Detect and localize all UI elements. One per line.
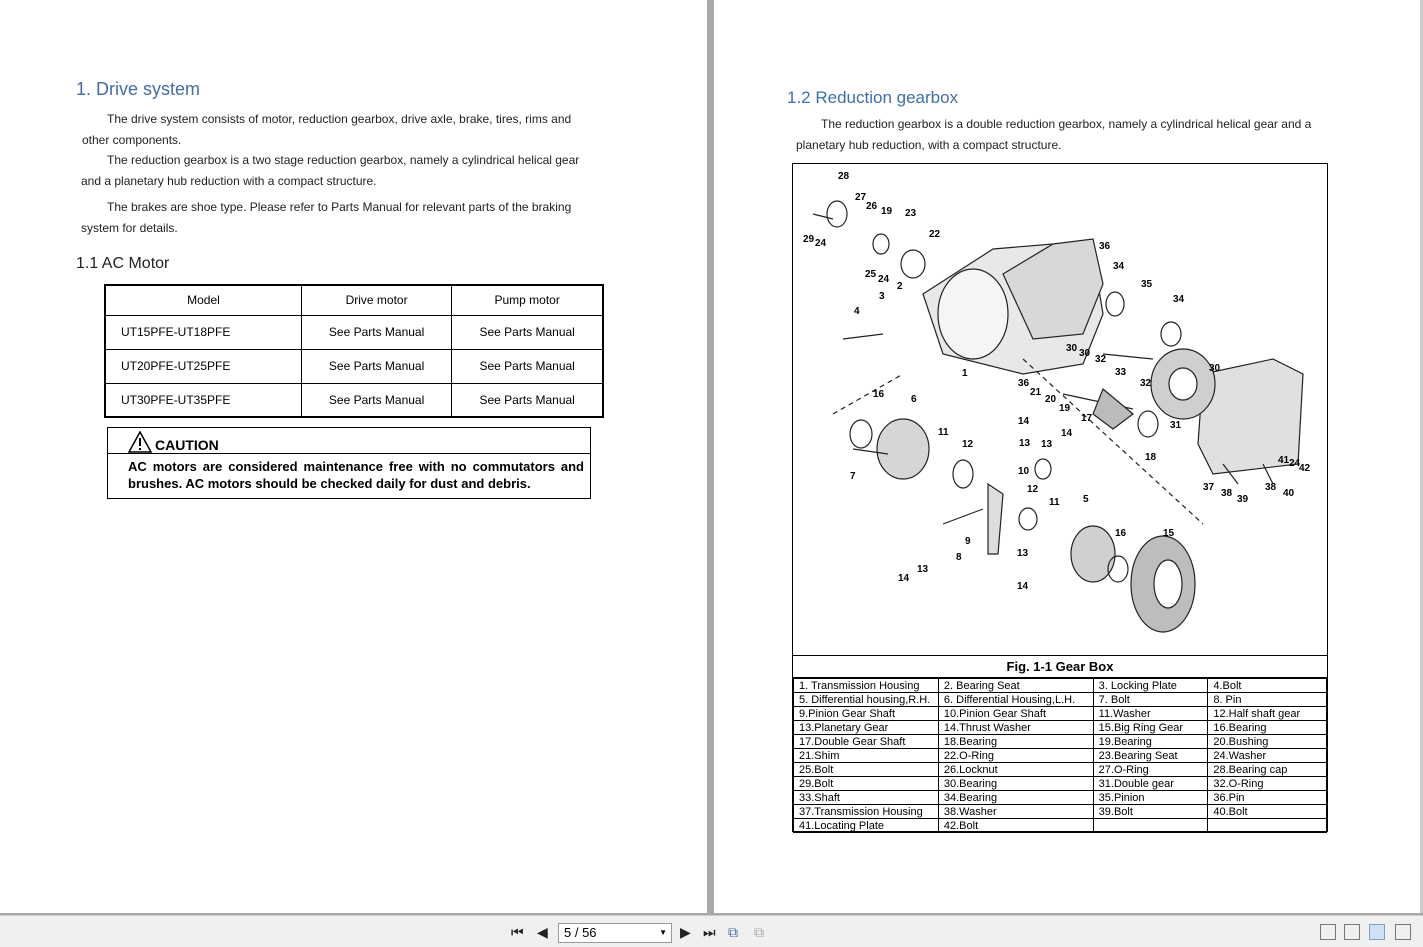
part-cell: 6. Differential Housing,L.H. bbox=[938, 693, 1093, 707]
cell: UT15PFE-UT18PFE bbox=[105, 315, 301, 349]
header-cell: Pump motor bbox=[452, 285, 603, 315]
part-cell: 23.Bearing Seat bbox=[1093, 749, 1208, 763]
cell: See Parts Manual bbox=[452, 349, 603, 383]
callout-number: 24 bbox=[878, 274, 890, 285]
section-heading: 1. Drive system bbox=[76, 79, 201, 99]
callout-number: 11 bbox=[1049, 497, 1060, 508]
next-page-button[interactable]: ▶ bbox=[680, 924, 691, 940]
part-cell: 12.Half shaft gear bbox=[1208, 707, 1327, 721]
part-cell: 26.Locknut bbox=[938, 763, 1093, 777]
table-row bbox=[794, 735, 1327, 749]
callout-number: 23 bbox=[905, 208, 917, 219]
callout-number: 14 bbox=[1017, 581, 1029, 592]
part-cell: 10.Pinion Gear Shaft bbox=[938, 707, 1093, 721]
single-page-view-icon[interactable] bbox=[1320, 924, 1336, 940]
part-cell: 14.Thrust Washer bbox=[938, 721, 1093, 735]
paragraph: The brakes are shoe type. Please refer to Parts Manual for relevant parts of the braking bbox=[107, 200, 572, 214]
callout-number: 12 bbox=[962, 439, 974, 450]
part-cell: 1. Transmission Housing bbox=[794, 679, 939, 693]
first-page-button[interactable]: ⏮ bbox=[511, 924, 524, 940]
callout-number: 17 bbox=[1081, 413, 1093, 424]
part-cell: 32.O-Ring bbox=[1208, 777, 1327, 791]
part-cell: 33.Shaft bbox=[794, 791, 939, 805]
callout-number: 10 bbox=[1018, 466, 1030, 477]
callout-number: 32 bbox=[1095, 354, 1107, 365]
figure-caption: Fig. 1-1 Gear Box bbox=[793, 656, 1327, 678]
callout-number: 16 bbox=[1115, 528, 1127, 539]
part-cell: 3. Locking Plate bbox=[1093, 679, 1208, 693]
callout-number: 22 bbox=[929, 229, 941, 240]
part-cell: 31.Double gear bbox=[1093, 777, 1208, 791]
section-heading: 1.2 Reduction gearbox bbox=[787, 88, 959, 107]
callout-number: 36 bbox=[1099, 241, 1111, 252]
part-cell: 20.Bushing bbox=[1208, 735, 1327, 749]
table-row bbox=[105, 383, 603, 417]
callout-number: 32 bbox=[1140, 378, 1152, 389]
page-number-value: 5 / 56 bbox=[564, 925, 597, 940]
callout-number: 30 bbox=[1066, 343, 1078, 354]
table-row bbox=[794, 819, 1327, 833]
subsection-heading: 1.1 AC Motor bbox=[76, 255, 170, 272]
part-cell: 22.O-Ring bbox=[938, 749, 1093, 763]
part-cell: 17.Double Gear Shaft bbox=[794, 735, 939, 749]
table-row bbox=[794, 693, 1327, 707]
callout-number: 13 bbox=[917, 564, 929, 575]
callout-number: 1 bbox=[962, 368, 968, 379]
callout-number: 39 bbox=[1237, 494, 1249, 505]
callout-number: 13 bbox=[1019, 438, 1031, 449]
part-cell: 2. Bearing Seat bbox=[938, 679, 1093, 693]
part-cell: 36.Pin bbox=[1208, 791, 1327, 805]
callout-number: 24 bbox=[1289, 458, 1301, 469]
callout-number: 19 bbox=[881, 206, 893, 217]
header-cell: Drive motor bbox=[301, 285, 451, 315]
right-page bbox=[714, 0, 1420, 913]
part-cell: 41.Locating Plate bbox=[794, 819, 939, 833]
part-cell: 39.Bolt bbox=[1093, 805, 1208, 819]
callout-number: 38 bbox=[1221, 488, 1233, 499]
callout-number: 38 bbox=[1265, 482, 1277, 493]
part-cell: 21.Shim bbox=[794, 749, 939, 763]
callout-number: 11 bbox=[938, 427, 949, 438]
gearbox-figure bbox=[792, 163, 1328, 832]
part-cell: 38.Washer bbox=[938, 805, 1093, 819]
go-forward-view-icon[interactable]: ⧉ bbox=[754, 924, 764, 940]
cell: See Parts Manual bbox=[452, 315, 603, 349]
gearbox-exploded-diagram bbox=[793, 164, 1327, 656]
callout-number: 31 bbox=[1170, 420, 1182, 431]
paragraph: The reduction gearbox is a double reduction gearbox, namely a cylindrical helical gear and a bbox=[821, 117, 1312, 131]
part-cell: 28.Bearing cap bbox=[1208, 763, 1327, 777]
table-row bbox=[105, 315, 603, 349]
viewer-toolbar bbox=[0, 915, 1423, 947]
callout-number: 33 bbox=[1115, 367, 1127, 378]
part-cell: 11.Washer bbox=[1093, 707, 1208, 721]
cell: UT30PFE-UT35PFE bbox=[105, 383, 301, 417]
part-cell: 18.Bearing bbox=[938, 735, 1093, 749]
warning-icon bbox=[128, 431, 152, 453]
callout-number: 37 bbox=[1203, 482, 1215, 493]
callout-number: 4 bbox=[854, 306, 860, 317]
callout-number: 14 bbox=[1061, 428, 1073, 439]
part-cell: 35.Pinion bbox=[1093, 791, 1208, 805]
callout-number: 18 bbox=[1145, 452, 1157, 463]
callout-number: 20 bbox=[1045, 394, 1057, 405]
part-cell: 40.Bolt bbox=[1208, 805, 1327, 819]
callout-number: 40 bbox=[1283, 488, 1295, 499]
part-cell: 24.Washer bbox=[1208, 749, 1327, 763]
paragraph: The drive system consists of motor, reduction gearbox, drive axle, brake, tires, rims and bbox=[107, 112, 572, 126]
callout-number: 21 bbox=[1030, 387, 1042, 398]
part-cell: 4.Bolt bbox=[1208, 679, 1327, 693]
callout-number: 9 bbox=[965, 536, 971, 547]
paragraph: planetary hub reduction, with a compact structure. bbox=[796, 138, 1062, 152]
paragraph: system for details. bbox=[81, 221, 178, 235]
table-row bbox=[794, 763, 1327, 777]
callout-number: 13 bbox=[1017, 548, 1029, 559]
callout-number: 35 bbox=[1141, 279, 1153, 290]
table-row bbox=[794, 749, 1327, 763]
previous-page-button[interactable]: ◀ bbox=[537, 924, 548, 940]
callout-number: 8 bbox=[956, 552, 962, 563]
part-cell: 42.Bolt bbox=[938, 819, 1093, 833]
paragraph: The reduction gearbox is a two stage reduction gearbox, namely a cylindrical helical gear bbox=[107, 153, 580, 167]
callout-number: 25 bbox=[865, 269, 877, 280]
callout-number: 41 bbox=[1278, 455, 1290, 466]
go-back-view-icon[interactable]: ⧉ bbox=[728, 924, 738, 940]
callout-number: 3 bbox=[879, 291, 885, 302]
table-row bbox=[794, 805, 1327, 819]
chevron-down-icon: ▼ bbox=[659, 928, 667, 937]
callout-number: 42 bbox=[1299, 463, 1311, 474]
part-cell: 9.Pinion Gear Shaft bbox=[794, 707, 939, 721]
header-cell: Model bbox=[105, 285, 301, 315]
callout-number: 16 bbox=[873, 389, 885, 400]
table-row bbox=[794, 791, 1327, 805]
callout-number: 26 bbox=[866, 201, 878, 212]
table-row bbox=[794, 679, 1327, 693]
caution-text: AC motors are considered maintenance free with no commutators and brushes. AC motors should be checked daily for dust and debris. bbox=[128, 459, 584, 491]
parts-table bbox=[793, 678, 1327, 833]
part-cell: 7. Bolt bbox=[1093, 693, 1208, 707]
part-cell: 34.Bearing bbox=[938, 791, 1093, 805]
part-cell: 19.Bearing bbox=[1093, 735, 1208, 749]
callout-number: 12 bbox=[1027, 484, 1039, 495]
continuous-view-icon[interactable] bbox=[1344, 924, 1360, 940]
part-cell: 13.Planetary Gear bbox=[794, 721, 939, 735]
part-cell: 25.Bolt bbox=[794, 763, 939, 777]
caution-box bbox=[107, 427, 591, 499]
motor-table bbox=[104, 284, 604, 418]
last-page-button[interactable]: ⏭ bbox=[703, 924, 716, 940]
paragraph: and a planetary hub reduction with a compact structure. bbox=[81, 174, 377, 188]
callout-number: 14 bbox=[1018, 416, 1030, 427]
two-page-view-icon[interactable] bbox=[1369, 924, 1385, 940]
table-row bbox=[105, 349, 603, 383]
part-cell: 16.Bearing bbox=[1208, 721, 1327, 735]
callout-number: 24 bbox=[815, 238, 827, 249]
cell: See Parts Manual bbox=[301, 383, 451, 417]
callout-number: 29 bbox=[803, 234, 815, 245]
part-cell bbox=[1208, 819, 1327, 833]
part-cell: 8. Pin bbox=[1208, 693, 1327, 707]
cell: See Parts Manual bbox=[301, 349, 451, 383]
table-row bbox=[794, 721, 1327, 735]
callout-number: 2 bbox=[897, 281, 903, 292]
callout-number: 19 bbox=[1059, 403, 1071, 414]
paragraph: other components. bbox=[82, 133, 182, 147]
part-cell bbox=[1093, 819, 1208, 833]
two-page-continuous-view-icon[interactable] bbox=[1395, 924, 1411, 940]
callout-number: 30 bbox=[1209, 363, 1221, 374]
cell: See Parts Manual bbox=[301, 315, 451, 349]
callout-number: 27 bbox=[855, 192, 867, 203]
table-row bbox=[794, 707, 1327, 721]
part-cell: 27.O-Ring bbox=[1093, 763, 1208, 777]
left-page bbox=[0, 0, 707, 913]
callout-number: 6 bbox=[911, 394, 917, 405]
callout-number: 7 bbox=[850, 471, 856, 482]
cell: See Parts Manual bbox=[452, 383, 603, 417]
table-header-row bbox=[105, 285, 603, 315]
callout-number: 34 bbox=[1173, 294, 1185, 305]
callout-number: 14 bbox=[898, 573, 910, 584]
callout-number: 5 bbox=[1083, 494, 1089, 505]
caution-title: CAUTION bbox=[155, 437, 219, 453]
callout-number: 34 bbox=[1113, 261, 1125, 272]
part-cell: 37.Transmission Housing bbox=[794, 805, 939, 819]
callout-number: 36 bbox=[1018, 378, 1030, 389]
cell: UT20PFE-UT25PFE bbox=[105, 349, 301, 383]
part-cell: 15.Big Ring Gear bbox=[1093, 721, 1208, 735]
callout-number: 13 bbox=[1041, 439, 1053, 450]
callout-number: 15 bbox=[1163, 528, 1175, 539]
part-cell: 30.Bearing bbox=[938, 777, 1093, 791]
gearbox-drawing bbox=[793, 164, 1327, 656]
callout-number: 30 bbox=[1079, 348, 1091, 359]
callout-number: 28 bbox=[838, 171, 850, 182]
page-selector[interactable] bbox=[558, 923, 672, 943]
part-cell: 29.Bolt bbox=[794, 777, 939, 791]
table-row bbox=[794, 777, 1327, 791]
part-cell: 5. Differential housing,R.H. bbox=[794, 693, 939, 707]
